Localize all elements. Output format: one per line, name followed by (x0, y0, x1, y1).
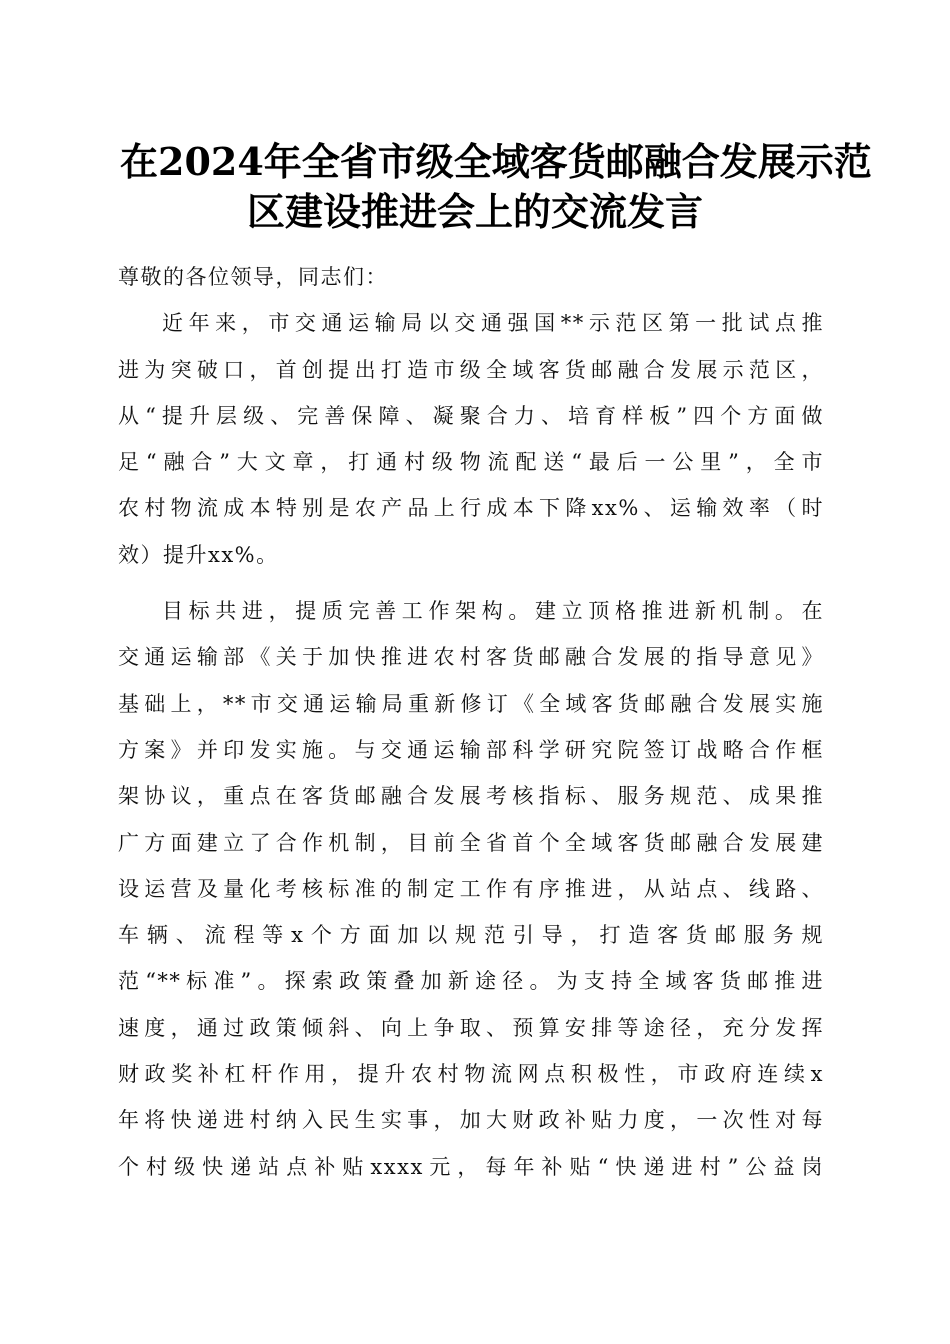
paragraph-line: 进为突破口，首创提出打造市级全域客货邮融合发展示范区， (118, 357, 824, 382)
paragraph-gap (118, 578, 824, 588)
title-line: 在2024年全省市级全域客货邮融合发展示范 (120, 139, 872, 184)
paragraph-line: 年将快递进村纳入民生实事，加大财政补贴力度，一次性对每 (118, 1108, 824, 1133)
paragraph-line: 交通运输部《关于加快推进农村客货邮融合发展的指导意见》 (118, 645, 824, 670)
paragraph-line: 速度，通过政策倾斜、向上争取、预算安排等途径，充分发挥 (118, 1015, 824, 1040)
paragraph-line: 效）提升xx%。 (118, 542, 279, 567)
paragraph-line: 财政奖补杠杆作用，提升农村物流网点积极性，市政府连续x (118, 1062, 824, 1087)
paragraph-line: 架协议，重点在客货邮融合发展考核指标、服务规范、成果推 (118, 784, 824, 809)
salutation: 尊敬的各位领导，同志们： (118, 265, 388, 289)
paragraph-goals (118, 588, 824, 1190)
paragraph-line: 农村物流成本特别是农产品上行成本下降xx%、运输效率（时 (118, 496, 824, 521)
paragraph-line: 方案》并印发实施。与交通运输部科学研究院签订战略合作框 (118, 737, 824, 762)
paragraph-line: 从“提升层级、完善保障、凝聚合力、培育样板”四个方面做 (118, 403, 824, 428)
paragraph-intro (118, 300, 824, 578)
title-line: 区建设推进会上的交流发言 (246, 189, 703, 234)
paragraph-line: 足“融合”大文章，打通村级物流配送“最后一公里”，全市 (118, 450, 824, 475)
paragraph-line: 近年来，市交通运输局以交通强国**示范区第一批试点推 (162, 311, 824, 336)
paragraph-line: 基础上，**市交通运输局重新修订《全域客货邮融合发展实施 (118, 691, 824, 716)
paragraph-line: 广方面建立了合作机制，目前全省首个全域客货邮融合发展建 (118, 830, 824, 855)
document-title (120, 137, 872, 237)
paragraph-line: 目标共进，提质完善工作架构。建立顶格推进新机制。在 (162, 599, 824, 624)
paragraph-line: 范“**标准”。探索政策叠加新途径。为支持全域客货邮推进 (118, 969, 824, 994)
paragraph-line: 车辆、流程等x个方面加以规范引导，打造客货邮服务规 (118, 923, 824, 948)
document-body (118, 254, 824, 1190)
paragraph-line: 设运营及量化考核标准的制定工作有序推进，从站点、线路、 (118, 876, 824, 901)
paragraph-line: 个村级快递站点补贴xxxx元，每年补贴“快递进村”公益岗 (118, 1154, 824, 1179)
